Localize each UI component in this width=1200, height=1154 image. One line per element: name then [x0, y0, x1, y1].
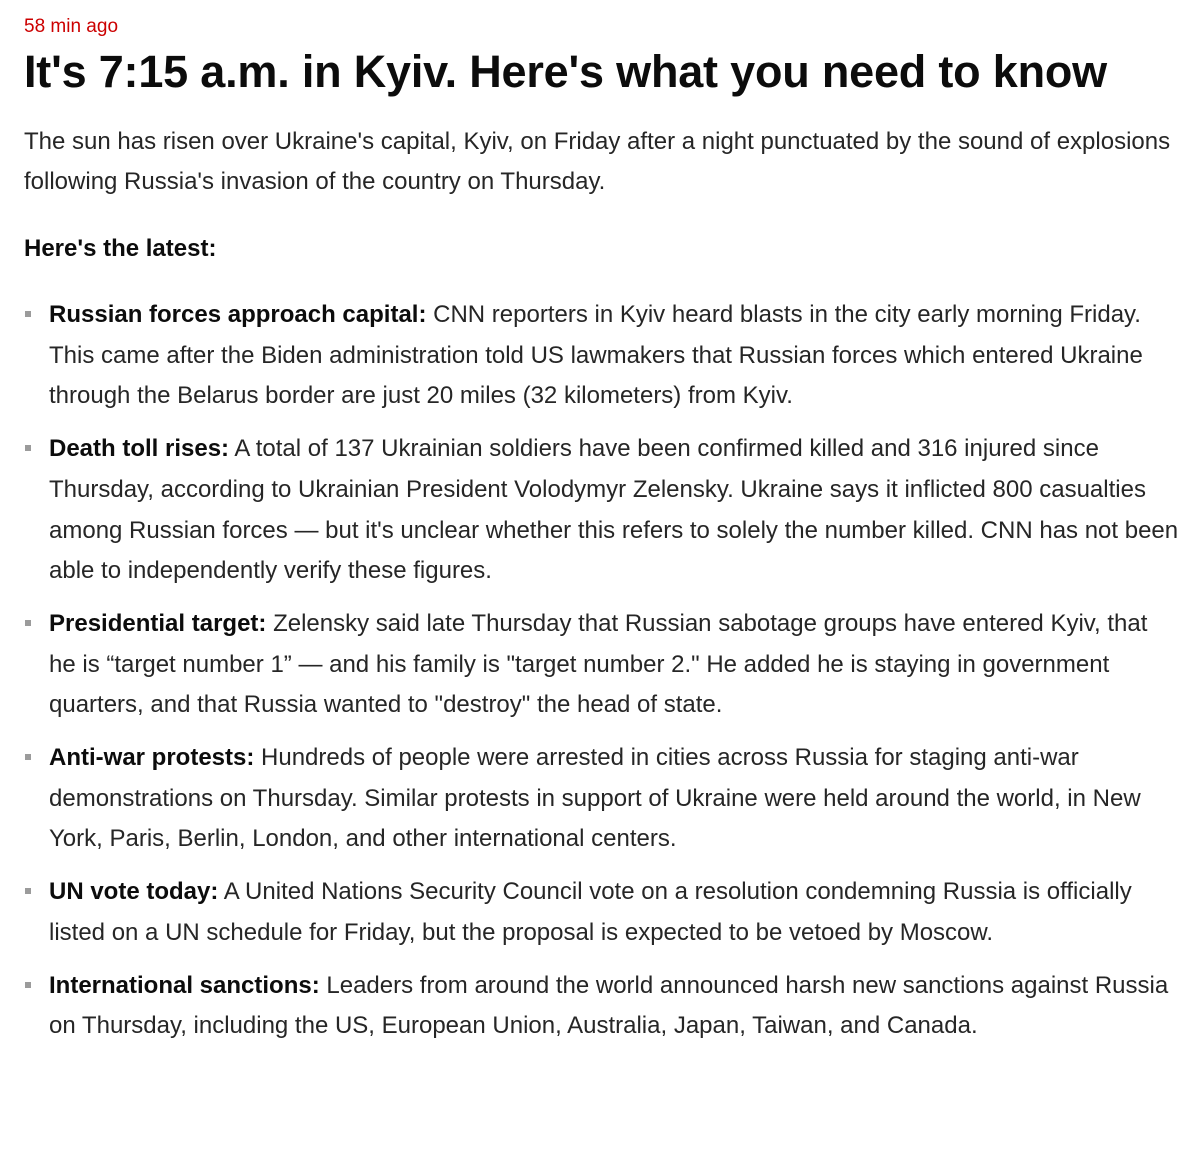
bullet-square-icon — [25, 982, 31, 988]
bullet-title: Russian forces approach capital: — [49, 301, 427, 328]
latest-bullet-list — [24, 295, 1180, 1047]
bullet-square-icon — [25, 311, 31, 317]
post-headline: It's 7:15 a.m. in Kyiv. Here's what you need to know — [24, 46, 1107, 97]
intro-paragraph: The sun has risen over Ukraine's capital, Kyiv, on Friday after a night punctuated by the sound of explosions following Russia's invasion of the country on Thursday. — [24, 128, 1171, 195]
bullet-text: A United Nations Security Council vote on a resolution condemning Russia is officially listed on a UN schedule for Friday, but the proposal is expected to be vetoed by Moscow. — [49, 878, 1132, 946]
bullet-square-icon — [25, 754, 31, 760]
bullet-square-icon — [25, 445, 31, 451]
bullet-text: A total of 137 Ukrainian soldiers have been confirmed killed and 316 injured since Thursday, according to Ukrainian President Volodymyr Zelensky. Ukraine says it inflicted 800 casualties among Russian forces — but it's unclear whether this refers to solely the number killed. CNN has not been able to independently verify these figures. — [49, 435, 1179, 585]
bullet-square-icon — [25, 620, 31, 626]
bullet-title: International sanctions: — [49, 971, 320, 999]
bullet-title: UN vote today: — [49, 878, 219, 906]
bullet-title: Death toll rises: — [49, 435, 230, 463]
bullet-text: Hundreds of people were arrested in cities across Russia for staging anti-war demonstrations on Thursday. Similar protests in support of Ukraine were held around the world, in New York, Paris, Berlin, London, and other international centers. — [49, 744, 1141, 853]
bullet-text: Zelensky said late Thursday that Russian sabotage groups have entered Kyiv, that he is “target number 1” — and his family is "target number 2." He added he is staying in government quarters, and that Russia wanted to "destroy" the head of state. — [49, 609, 1148, 719]
bullet-title: Anti-war protests: — [49, 744, 255, 772]
bullet-item-un-vote — [24, 872, 1180, 953]
bullet-text: Leaders from around the world announced harsh new sanctions against Russia on Thursday, including the US, European Union, Australia, Japan, Taiwan, and Canada. — [49, 971, 1169, 1040]
post-timestamp: 58 min ago — [24, 16, 119, 37]
bullet-square-icon — [25, 888, 31, 894]
bullet-item-anti-war-protests — [24, 738, 1180, 860]
bullet-item-international-sanctions — [24, 966, 1180, 1047]
bullet-text: CNN reporters in Kyiv heard blasts in the city early morning Friday. This came after the Biden administration told US lawmakers that Russian forces which entered Ukraine through the Belarus border are just 20 miles (32 kilometers) from Kyiv. — [49, 301, 1143, 410]
bullet-item-death-toll — [24, 429, 1180, 592]
latest-subhead: Here's the latest: — [24, 235, 217, 262]
bullet-item-presidential-target — [24, 604, 1180, 726]
bullet-title: Presidential target: — [49, 609, 267, 637]
bullet-item-russian-forces — [24, 295, 1180, 417]
